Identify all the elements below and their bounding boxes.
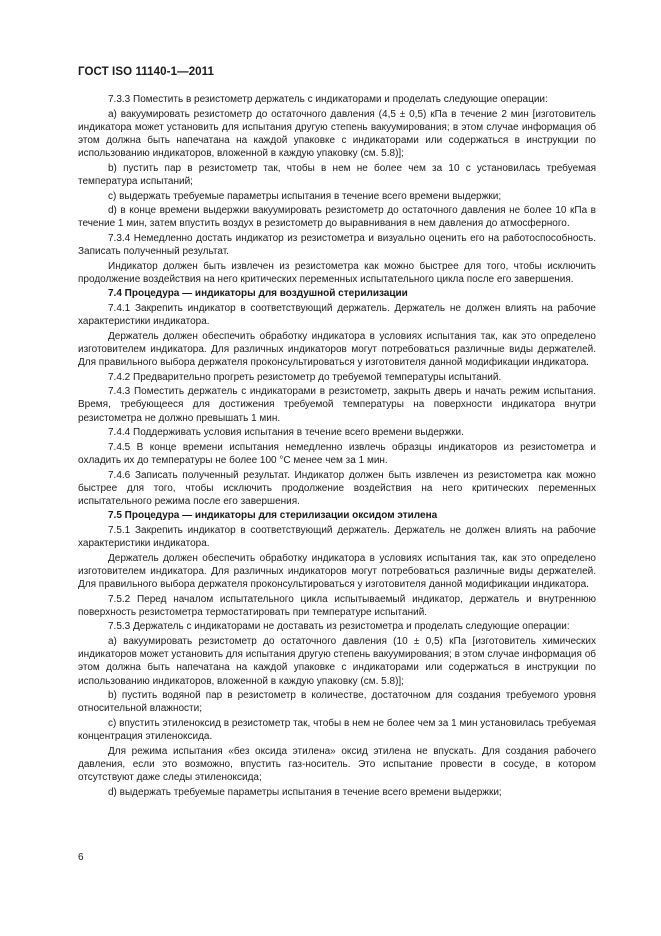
paragraph: а) вакуумировать резистометр до остаточного давления (4,5 ± 0,5) кПа в течение 2 мин [изготовитель индикатора может установить для испытания другую степень вакуумирования; в этом случае информация об этом должна быть напечатана на каждой упаковке с индикаторами или содержаться в инструкции по использованию индикаторов, вложенной в каждую упаковку (см. 5.8)]; — [78, 108, 596, 160]
section-heading: 7.4 Процедура — индикаторы для воздушной стерилизации — [108, 288, 408, 300]
paragraph: Для режима испытания «без оксида этилена» оксид этилена не впускать. Для создания рабочего давления, если это возможно, впустить газ-носитель. Это испытание провести в сосуде, в котором отсутствуют даже следы этиленоксида; — [78, 745, 596, 784]
paragraph: 7.3.3 Поместить в резистометр держатель с индикаторами и проделать следующие операции: — [108, 94, 548, 105]
paragraph: d) в конце времени выдержки вакуумировать резистометр до остаточного давления не более 10 кПа в течение 1 мин, затем впустить воздух в резистометр до выравнивания в нем давления до атмосферного. — [78, 205, 596, 230]
paragraph: b) пустить пар в резистометр так, чтобы в нем не более чем за 10 с установилась требуемая температура испытаний; — [78, 162, 596, 187]
paragraph: Держатель должен обеспечить обработку индикатора в условиях испытания так, как это определено изготовителем индикатора. Для различных индикаторов могут потребоваться различные виды держателей. Для правильного выбора держателя проконсультироваться у изготовителя данной модификации индикатора. — [78, 552, 596, 590]
paragraph: Держатель должен обеспечить обработку индикатора в условиях испытания так, как это определено изготовителем индикатора. Для различных индикаторов могут потребоваться различные виды держателей. Для правильного выбора держателя проконсультироваться у изготовителя данной модификации индикатора. — [78, 330, 596, 368]
paragraph: c) впустить этиленоксид в резистометр так, чтобы в нем не более чем за 1 мин установилась требуемая концентрация этиленоксида. — [78, 717, 596, 743]
document-body — [78, 93, 596, 799]
paragraph: d) выдержать требуемые параметры испытания в течение всего времени выдержки; — [108, 786, 502, 798]
paragraph: 7.5.1 Закрепить индикатор в соответствующий держатель. Держатель не должен влиять на рабочие характеристики индикатора. — [78, 524, 596, 549]
paragraph: b) пустить водяной пар в резистометр в количестве, достаточном для создания требуемого уровня относительной влажности; — [78, 690, 596, 715]
page-number: 6 — [78, 852, 84, 863]
paragraph: 7.4.3 Поместить держатель с индикаторами в резистометр, закрыть дверь и начать режим испытания. Время, требующееся для достижения требуемой температуры на поверхности индикатора внутри резистометра не должно превышать 1 мин. — [78, 386, 596, 424]
paragraph: 7.5.3 Держатель с индикаторами не доставать из резистометра и проделать следующие операции: — [108, 621, 570, 633]
paragraph: 7.4.1 Закрепить индикатор в соответствующий держатель. Держатель не должен влиять на рабочие характеристики индикатора. — [78, 302, 596, 327]
paragraph: 7.4.2 Предварительно прогреть резистометр до требуемой температуры испытаний. — [108, 371, 502, 383]
paragraph: 7.4.5 В конце времени испытания немедленно извлечь образцы индикаторов из резистометра и охладить их до температуры не более 100 °С менее чем за 1 мин. — [78, 441, 596, 466]
paragraph: 7.4.6 Записать полученный результат. Индикатор должен быть извлечен из резистометра как можно быстрее для того, чтобы исключить продолжение воздействия на него критических переменных испытательного режима после его завершения. — [78, 469, 596, 507]
paragraph: c) выдержать требуемые параметры испытания в течение всего времени выдержки; — [108, 190, 502, 202]
paragraph: а) вакуумировать резистометр до остаточного давления (10 ± 0,5) кПа [изготовитель химических индикаторов может установить для испытания другую степень вакуумирования; в этом случае информация об этом должна быть напечатана на каждой упаковке с индикаторами или содержаться в инструкции по использованию индикаторов, вложенной в каждую упаковку (см. 5.8)]; — [78, 635, 596, 687]
paragraph: Индикатор должен быть извлечен из резистометра как можно быстрее для того, чтобы исключить продолжение воздействия на него критических переменных испытательного цикла после его завершения. — [78, 260, 596, 285]
section-heading: 7.5 Процедура — индикаторы для стерилизации оксидом этилена — [108, 510, 438, 522]
paragraph: 7.3.4 Немедленно достать индикатор из резистометра и визуально оценить его на работоспособность. Записать полученный результат. — [78, 232, 596, 258]
document-header: ГОСТ ISO 11140-1—2011 — [78, 66, 215, 78]
paragraph: 7.4.4 Поддерживать условия испытания в течение всего времени выдержки. — [108, 427, 464, 439]
paragraph: 7.5.2 Перед началом испытательного цикла испытываемый индикатор, держатель и внутреннюю поверхность резистометра термостатировать при температуре испытаний. — [78, 593, 596, 618]
